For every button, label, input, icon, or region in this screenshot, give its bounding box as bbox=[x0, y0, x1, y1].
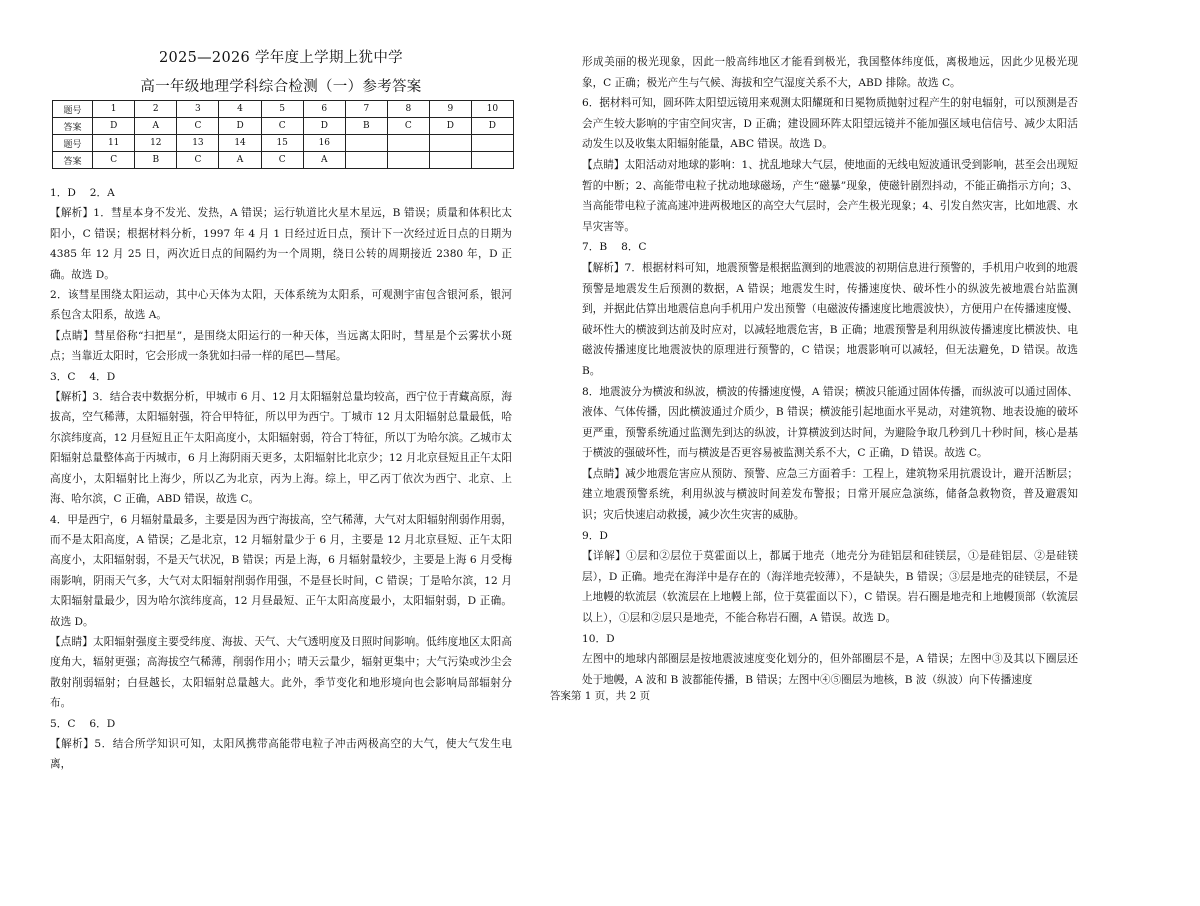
answer-table-cell: D bbox=[471, 118, 513, 135]
answer-table-cell: 1 bbox=[93, 101, 135, 118]
answer-table-cell: A bbox=[135, 118, 177, 135]
answer-table-cell: 6 bbox=[303, 101, 345, 118]
answer-table-cell bbox=[429, 135, 471, 152]
answer-table-cell: B bbox=[345, 118, 387, 135]
answer-table-cell: 7 bbox=[345, 101, 387, 118]
answer-table-cell bbox=[471, 135, 513, 152]
answer-key-table bbox=[52, 100, 514, 169]
answer-table-row bbox=[53, 152, 514, 169]
answer-table-cell: C bbox=[93, 152, 135, 169]
paragraph: 【详解】①层和②层位于莫霍面以上，都属于地壳（地壳分为硅铝层和硅镁层，①是硅铝层、②是硅镁层），D 正确。地壳在海洋中是存在的（海洋地壳较薄），不是缺失，B 错误；③层是地壳的硅镁层，不是上地幔的软流层（软流层在上地幔上部，位于莫霍面以下），C 错误。岩石圈是地壳和上地幔顶部（软流层以上），①层和②层只是地壳，不能合称岩石圈，A 错误。故选 D。 bbox=[582, 550, 1078, 625]
answer-table-cell: 13 bbox=[177, 135, 219, 152]
answer-table-header-cell: 答案 bbox=[53, 152, 93, 169]
left-column bbox=[50, 183, 512, 775]
answer-table-cell: 16 bbox=[303, 135, 345, 152]
document-title-line1: 2025—2026 学年度上学期上犹中学 bbox=[159, 50, 403, 66]
paragraph: 8．地震波分为横波和纵波，横波的传播速度慢，A 错误；横波只能通过固体传播，而纵波可以通过固体、液体、气体传播，因此横波通过介质少，B 错误；横波能引起地面水平晃动，对建筑物、地表设施的破坏更严重，预警系统通过监测先到达的纵波，计算横波到达时间，为避险争取几秒到几十秒时间，核心是基于横波的强破坏性，而与横波是否更容易被监测关系不大，C 正确，D 错误。故选 C。 bbox=[582, 385, 1078, 460]
answer-table-cell: 15 bbox=[261, 135, 303, 152]
answer-table-cell: D bbox=[429, 118, 471, 135]
paragraph: 9．D bbox=[582, 529, 608, 542]
answer-table-cell: C bbox=[261, 152, 303, 169]
paragraph: 【点睛】太阳活动对地球的影响：1、扰乱地球大气层，使地面的无线电短波通讯受到影响，甚至会出现短暂的中断；2、高能带电粒子扰动地球磁场，产生“磁暴”现象，使磁针剧烈抖动，不能正确指示方向；3、当高能带电粒子流高速冲进两极地区的高空大气层时，会产生极光现象；4、引发自然灾害，比如地震、水旱灾害等。 bbox=[582, 158, 1078, 233]
answer-table-cell: B bbox=[135, 152, 177, 169]
answer-table-cell bbox=[387, 152, 429, 169]
answer-table-row bbox=[53, 118, 514, 135]
paragraph: 左图中的地球内部圈层是按地震波速度变化划分的，但外部圈层不是，A 错误；左图中③及其以下圈层还处于地幔，A 波和 B 波都能传播，B 错误；左图中④⑤圈层为地核，B 波（纵波）向下传播速度 bbox=[582, 653, 1078, 686]
answer-table-header-cell: 题号 bbox=[53, 101, 93, 118]
paragraph: 【解析】5．结合所学知识可知，太阳风携带高能带电粒子冲击两极高空的大气，使大气发生电离， bbox=[50, 737, 512, 771]
paragraph: 5．C 6．D bbox=[50, 717, 116, 730]
answer-table-cell: 5 bbox=[261, 101, 303, 118]
answer-table-cell: 4 bbox=[219, 101, 261, 118]
answer-table-cell: 2 bbox=[135, 101, 177, 118]
paragraph: 【解析】3．结合表中数据分析，甲城市 6 月、12 月太阳辐射总量均较高，西宁位于青藏高原，海拔高，空气稀薄，太阳辐射强，符合甲特征，所以甲为西宁。丁城市 12 月太阳辐射总量最低，哈尔滨纬度高，12 月昼短且正午太阳高度小，太阳辐射弱，符合丁特征，所以丁为哈尔滨。乙城市太阳辐射总量整体高于丙城市，6 月上海阴雨天更多，太阳辐射比北京少；12 月北京昼短且正午太阳高度小，太阳辐射比上海少，所以乙为北京，丙为上海。综上，甲乙丙丁依次为西宁、北京、上海、哈尔滨，C 正确，ABD 错误，故选 C。 bbox=[50, 391, 512, 506]
answer-table-cell: C bbox=[177, 118, 219, 135]
paragraph: 3．C 4．D bbox=[50, 370, 116, 383]
answer-table-cell: A bbox=[219, 152, 261, 169]
answer-table-cell bbox=[471, 152, 513, 169]
answer-table-cell: D bbox=[303, 118, 345, 135]
page-footer: 答案第 1 页，共 2 页 bbox=[549, 690, 651, 702]
paragraph: 4．甲是西宁，6 月辐射量最多，主要是因为西宁海拔高，空气稀薄，大气对太阳辐射削弱作用弱，而不是太阳高度，A 错误；乙是北京，12 月辐射量少于 6 月，主要是 12 月北京昼短、正午太阳高度小，太阳辐射弱，不是天气状况，B 错误；丙是上海，6 月辐射量较少，主要是上海 6 月受梅雨影响，阴雨天气多，大气对太阳辐射削弱作用强，不是昼长时间，C 错误；丁是哈尔滨，12 月太阳辐射量最少，因为哈尔滨纬度高，12 月昼最短、正午太阳高度最小，太阳辐射弱，D 正确。故选 D。 bbox=[50, 513, 512, 628]
answer-table-cell: 8 bbox=[387, 101, 429, 118]
answer-table-cell: A bbox=[303, 152, 345, 169]
paragraph: 【解析】7．根据材料可知，地震预警是根据监测到的地震波的初期信息进行预警的，手机用户收到的地震预警是地震发生后预测的数据，A 错误；地震发生时，传播速度快、破坏性小的纵波先被地震台站监测到，并据此估算出地震信息向手机用户发出预警（电磁波传播速度比地震波快），方便用户在传播速度慢、破坏性大的横波到达前及时应对，以减轻地震危害，B 正确；地震预警是利用纵波传播速度比横波快、电磁波传播速度比地震波快的原理进行预警的，C 错误；地震影响可以减轻，但无法避免，D 错误。故选 B。 bbox=[582, 261, 1078, 377]
answer-table-cell bbox=[345, 135, 387, 152]
answer-table-cell: D bbox=[219, 118, 261, 135]
paragraph: 7．B 8．C bbox=[582, 241, 647, 254]
paragraph: 2．该彗星围绕太阳运动，其中心天体为太阳，天体系统为太阳系，可观测宇宙包含银河系，银河系包含太阳系，故选 A。 bbox=[50, 289, 512, 322]
paragraph: 1．D 2．A bbox=[50, 187, 115, 199]
answer-table-row bbox=[53, 135, 514, 152]
paragraph: 10．D bbox=[582, 632, 615, 645]
paragraph: 6．据材料可知，圆环阵太阳望远镜用来观测太阳耀斑和日冕物质抛射过程产生的射电辐射，可以预测是否会产生较大影响的宇宙空间灾害，D 正确；建设圆环阵太阳望远镜并不能加强区域电信信号、减少太阳活动发生以及收集太阳辐射能量，ABC 错误。故选 D。 bbox=[582, 97, 1078, 151]
answer-table-cell bbox=[429, 152, 471, 169]
right-column bbox=[582, 52, 1078, 690]
answer-table-cell bbox=[345, 152, 387, 169]
answer-table-cell: 10 bbox=[471, 101, 513, 118]
answer-table-cell: C bbox=[261, 118, 303, 135]
answer-table-cell: 12 bbox=[135, 135, 177, 152]
answer-table-cell: 14 bbox=[219, 135, 261, 152]
answer-table-header-cell: 答案 bbox=[53, 118, 93, 135]
answer-table-header-cell: 题号 bbox=[53, 135, 93, 152]
answer-table-cell: C bbox=[387, 118, 429, 135]
answer-table-cell: C bbox=[177, 152, 219, 169]
answer-table-cell: D bbox=[93, 118, 135, 135]
paragraph: 【解析】1．彗星本身不发光、发热，A 错误；运行轨道比火星木星远，B 错误；质量和体积比太阳小，C 错误；根据材料分析，1997 年 4 月 1 日经过近日点，预计下一次经过近日点的日期为 4385 年 12 月 25 日，两次近日点的间隔约为一个周期，绕日公转的周期接近 2380 年，D 正确。故选 D。 bbox=[50, 207, 512, 281]
document-title-line2: 高一年级地理学科综合检测（一）参考答案 bbox=[140, 79, 422, 95]
paragraph: 形成美丽的极光现象，因此一般高纬地区才能看到极光，我国整体纬度低，离极地远，因此少见极光现象，C 正确；极光产生与气候、海拔和空气湿度关系不大，ABD 排除。故选 C。 bbox=[582, 56, 1078, 89]
paragraph: 【点睛】彗星俗称“扫把星”，是围绕太阳运行的一种天体，当远离太阳时，彗星是个云雾状小斑点；当靠近太阳时，它会形成一条犹如扫帚一样的尾巴—彗尾。 bbox=[50, 329, 512, 363]
paragraph: 【点睛】太阳辐射强度主要受纬度、海拔、天气、大气透明度及日照时间影响。低纬度地区太阳高度角大，辐射更强；高海拔空气稀薄，削弱作用小；晴天云量少，辐射更集中；大气污染或沙尘会散射削弱辐射；白昼越长，太阳辐射总量越大。此外，季节变化和地形境向也会影响局部辐射分布。 bbox=[50, 635, 512, 710]
answer-table-cell: 11 bbox=[93, 135, 135, 152]
answer-table-row bbox=[53, 101, 514, 118]
paragraph: 【点睛】减少地震危害应从预防、预警、应急三方面着手：工程上，建筑物采用抗震设计，避开活断层；建立地震预警系统，利用纵波与横波时间差发布警报；日常开展应急演练，储备急救物资，普及避震知识；灾后快速启动救援，减少次生灾害的威胁。 bbox=[582, 467, 1078, 522]
answer-table-cell: 9 bbox=[429, 101, 471, 118]
answer-table-cell: 3 bbox=[177, 101, 219, 118]
answer-table-cell bbox=[387, 135, 429, 152]
